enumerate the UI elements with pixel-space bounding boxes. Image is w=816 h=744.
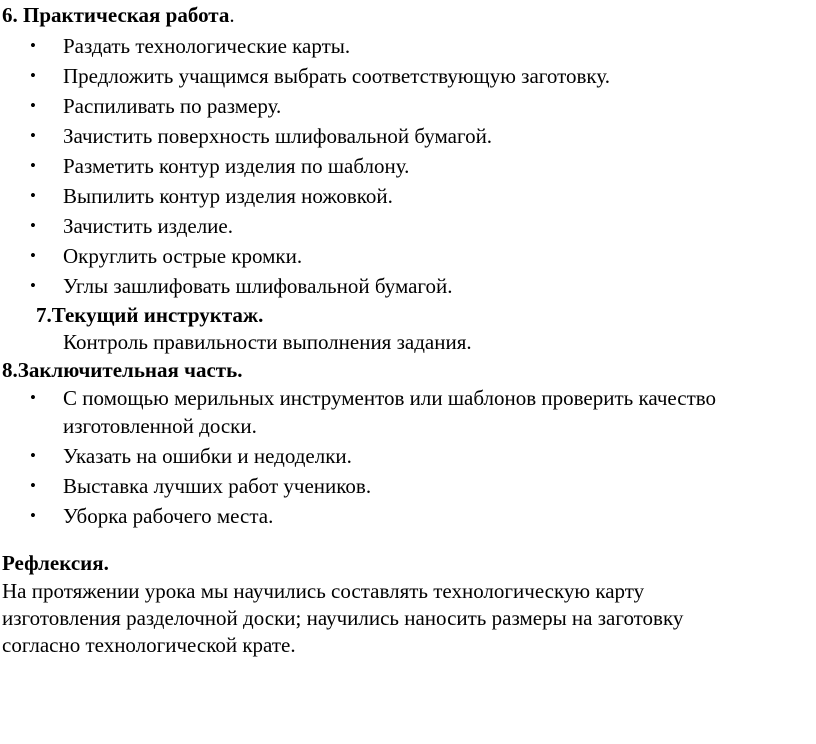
section-6-heading: 6. Практическая работа. [2, 3, 235, 27]
section-8-heading: 8.Заключительная часть. [2, 358, 243, 382]
list-item-text: Уборка рабочего места. [63, 504, 274, 528]
list-item-text: Разметить контур изделия по шаблону. [63, 154, 410, 178]
list-item-text: Углы зашлифовать шлифовальной бумагой. [63, 274, 453, 298]
list-item-text: С помощью мерильных инструментов или шаблонов проверить качество [63, 386, 717, 410]
bullet-icon: • [30, 96, 36, 115]
bullet-icon: • [30, 476, 36, 495]
list-item-text: Указать на ошибки и недоделки. [63, 444, 352, 468]
bullet-icon: • [30, 36, 36, 55]
list-item-text: Зачистить поверхность шлифовальной бумагой. [63, 124, 493, 148]
bullet-icon: • [30, 446, 36, 465]
bullet-icon: • [30, 66, 36, 85]
list-item-text: Предложить учащимся выбрать соответствующую заготовку. [63, 64, 610, 88]
bullet-icon: • [30, 506, 36, 525]
bullet-icon: • [30, 186, 36, 205]
section-7-text: Контроль правильности выполнения задания. [63, 330, 472, 354]
bullet-icon: • [30, 156, 36, 175]
section-7-heading: 7.Текущий инструктаж. [36, 303, 264, 327]
list-item-text: Выпилить контур изделия ножовкой. [63, 184, 393, 208]
bullet-icon: • [30, 126, 36, 145]
list-item-text: Округлить острые кромки. [63, 244, 303, 268]
list-item-text: Распиливать по размеру. [63, 94, 282, 118]
bullet-icon: • [30, 388, 36, 407]
bullet-icon: • [30, 216, 36, 235]
reflection-paragraph-line: На протяжении урока мы научились составлять технологическую карту [2, 579, 645, 603]
list-item-text-continued: изготовленной доски. [63, 414, 257, 438]
list-item-text: Раздать технологические карты. [63, 34, 351, 58]
list-item-text: Выставка лучших работ учеников. [63, 474, 372, 498]
reflection-paragraph-line: согласно технологической крате. [2, 633, 296, 657]
reflection-heading: Рефлексия. [2, 551, 109, 575]
bullet-icon: • [30, 246, 36, 265]
list-item-text: Зачистить изделие. [63, 214, 233, 238]
bullet-icon: • [30, 276, 36, 295]
reflection-paragraph-line: изготовления разделочной доски; научились наносить размеры на заготовку [2, 606, 684, 630]
